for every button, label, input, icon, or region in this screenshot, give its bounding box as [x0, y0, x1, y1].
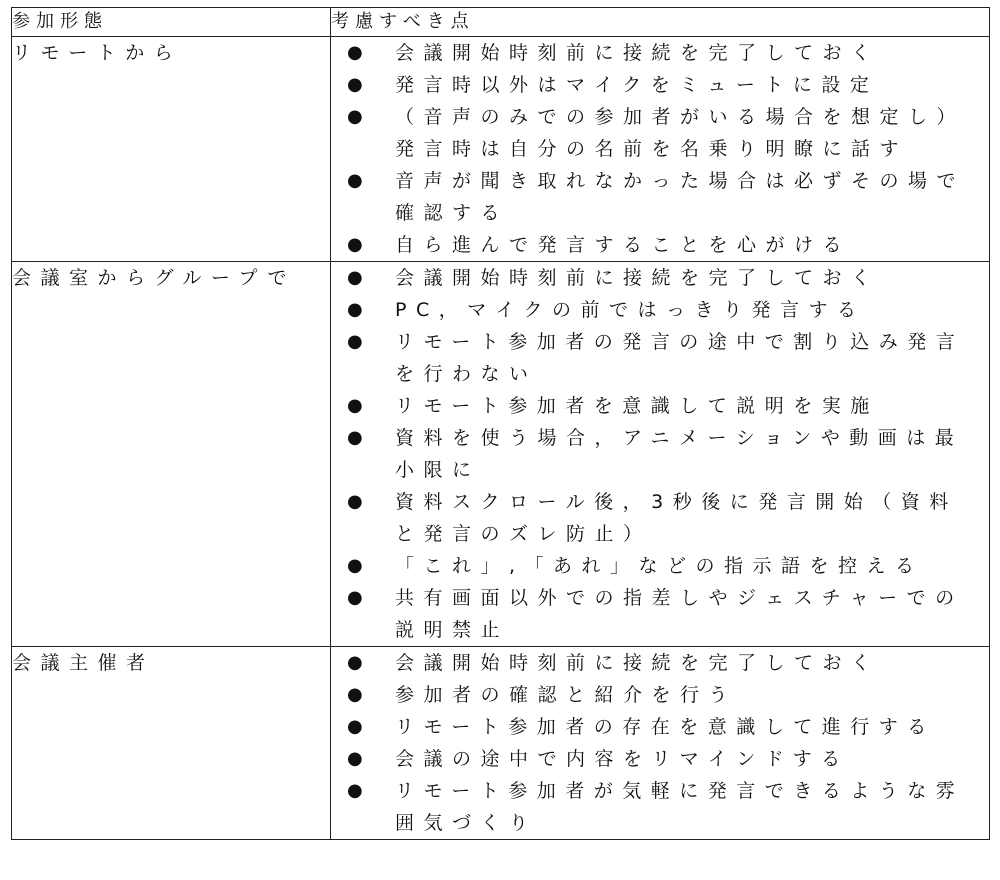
- list-item: [331, 101, 989, 165]
- considerations-cell: [331, 37, 990, 262]
- list-item: [331, 37, 989, 69]
- table-row: [12, 37, 990, 262]
- list-item: [331, 486, 989, 550]
- bullet-icon: ●: [347, 684, 363, 705]
- participation-type-cell: リモートから: [12, 37, 331, 262]
- bullet-icon: ●: [347, 652, 363, 673]
- header-row: [12, 8, 990, 37]
- item-text: 発言時以外はマイクをミュートに設定: [395, 74, 879, 96]
- item-text: 資料スクロール後，3秒後に発言開始（資料と発言のズレ防止）: [395, 491, 958, 545]
- header-participation-type: 参加形態: [12, 8, 331, 37]
- list-item: [331, 743, 989, 775]
- bullet-icon: ●: [347, 299, 363, 320]
- item-text: リモート参加者を意識して説明を実施: [395, 395, 879, 417]
- item-text: リモート参加者の発言の途中で割り込み発言を行わない: [395, 331, 965, 385]
- list-item: [331, 711, 989, 743]
- bullet-icon: ●: [347, 267, 363, 288]
- item-text: 資料を使う場合，アニメーションや動画は最小限に: [395, 427, 964, 481]
- item-text: 「これ」,「あれ」などの指示語を控える: [395, 555, 924, 577]
- bullet-icon: ●: [347, 74, 363, 95]
- participation-type-cell: 会議室からグループで: [12, 262, 331, 647]
- item-text: 参加者の確認と紹介を行う: [395, 684, 738, 706]
- table-row: [12, 262, 990, 647]
- participation-type-cell: 会議主催者: [12, 647, 331, 840]
- bullet-icon: ●: [347, 427, 363, 448]
- list-item: [331, 390, 989, 422]
- bullet-icon: ●: [347, 395, 363, 416]
- item-text: 会議の途中で内容をリマインドする: [395, 748, 850, 770]
- list-item: [331, 647, 989, 679]
- item-text: PC，マイクの前ではっきり発言する: [395, 299, 866, 321]
- list-item: [331, 422, 989, 486]
- list-item: [331, 775, 989, 839]
- bullet-icon: ●: [347, 716, 363, 737]
- header-considerations: 考慮すべき点: [331, 8, 990, 37]
- bullet-icon: ●: [347, 780, 363, 801]
- item-text: リモート参加者が気軽に発言できるような雰囲気づくり: [395, 780, 965, 834]
- considerations-cell: [331, 262, 990, 647]
- bullet-icon: ●: [347, 555, 363, 576]
- list-item: [331, 679, 989, 711]
- considerations-list: [331, 262, 989, 646]
- item-text: 会議開始時刻前に接続を完了しておく: [395, 267, 880, 289]
- bullet-icon: ●: [347, 491, 363, 512]
- bullet-icon: ●: [347, 331, 363, 352]
- item-text: 共有画面以外での指差しやジェスチャーでの説明禁止: [395, 587, 964, 641]
- list-item: [331, 229, 989, 261]
- list-item: [331, 550, 989, 582]
- bullet-icon: ●: [347, 234, 363, 255]
- item-text: 会議開始時刻前に接続を完了しておく: [395, 652, 880, 674]
- considerations-list: [331, 37, 989, 261]
- considerations-cell: [331, 647, 990, 840]
- list-item: [331, 294, 989, 326]
- list-item: [331, 326, 989, 390]
- item-text: リモート参加者の存在を意識して進行する: [395, 716, 936, 738]
- bullet-icon: ●: [347, 170, 363, 191]
- item-text: 音声が聞き取れなかった場合は必ずその場で確認する: [395, 170, 966, 224]
- guidelines-table: [11, 7, 990, 840]
- list-item: [331, 165, 989, 229]
- item-text: 会議開始時刻前に接続を完了しておく: [395, 42, 880, 64]
- bullet-icon: ●: [347, 587, 363, 608]
- bullet-icon: ●: [347, 748, 363, 769]
- list-item: [331, 69, 989, 101]
- list-item: [331, 582, 989, 646]
- bullet-icon: ●: [347, 106, 363, 127]
- considerations-list: [331, 647, 989, 839]
- item-text: 自ら進んで発言することを心がける: [395, 234, 852, 256]
- item-text: （音声のみでの参加者がいる場合を想定し）発言時は自分の名前を名乗り明瞭に話す: [395, 106, 966, 160]
- list-item: [331, 262, 989, 294]
- bullet-icon: ●: [347, 42, 363, 63]
- table-row: [12, 647, 990, 840]
